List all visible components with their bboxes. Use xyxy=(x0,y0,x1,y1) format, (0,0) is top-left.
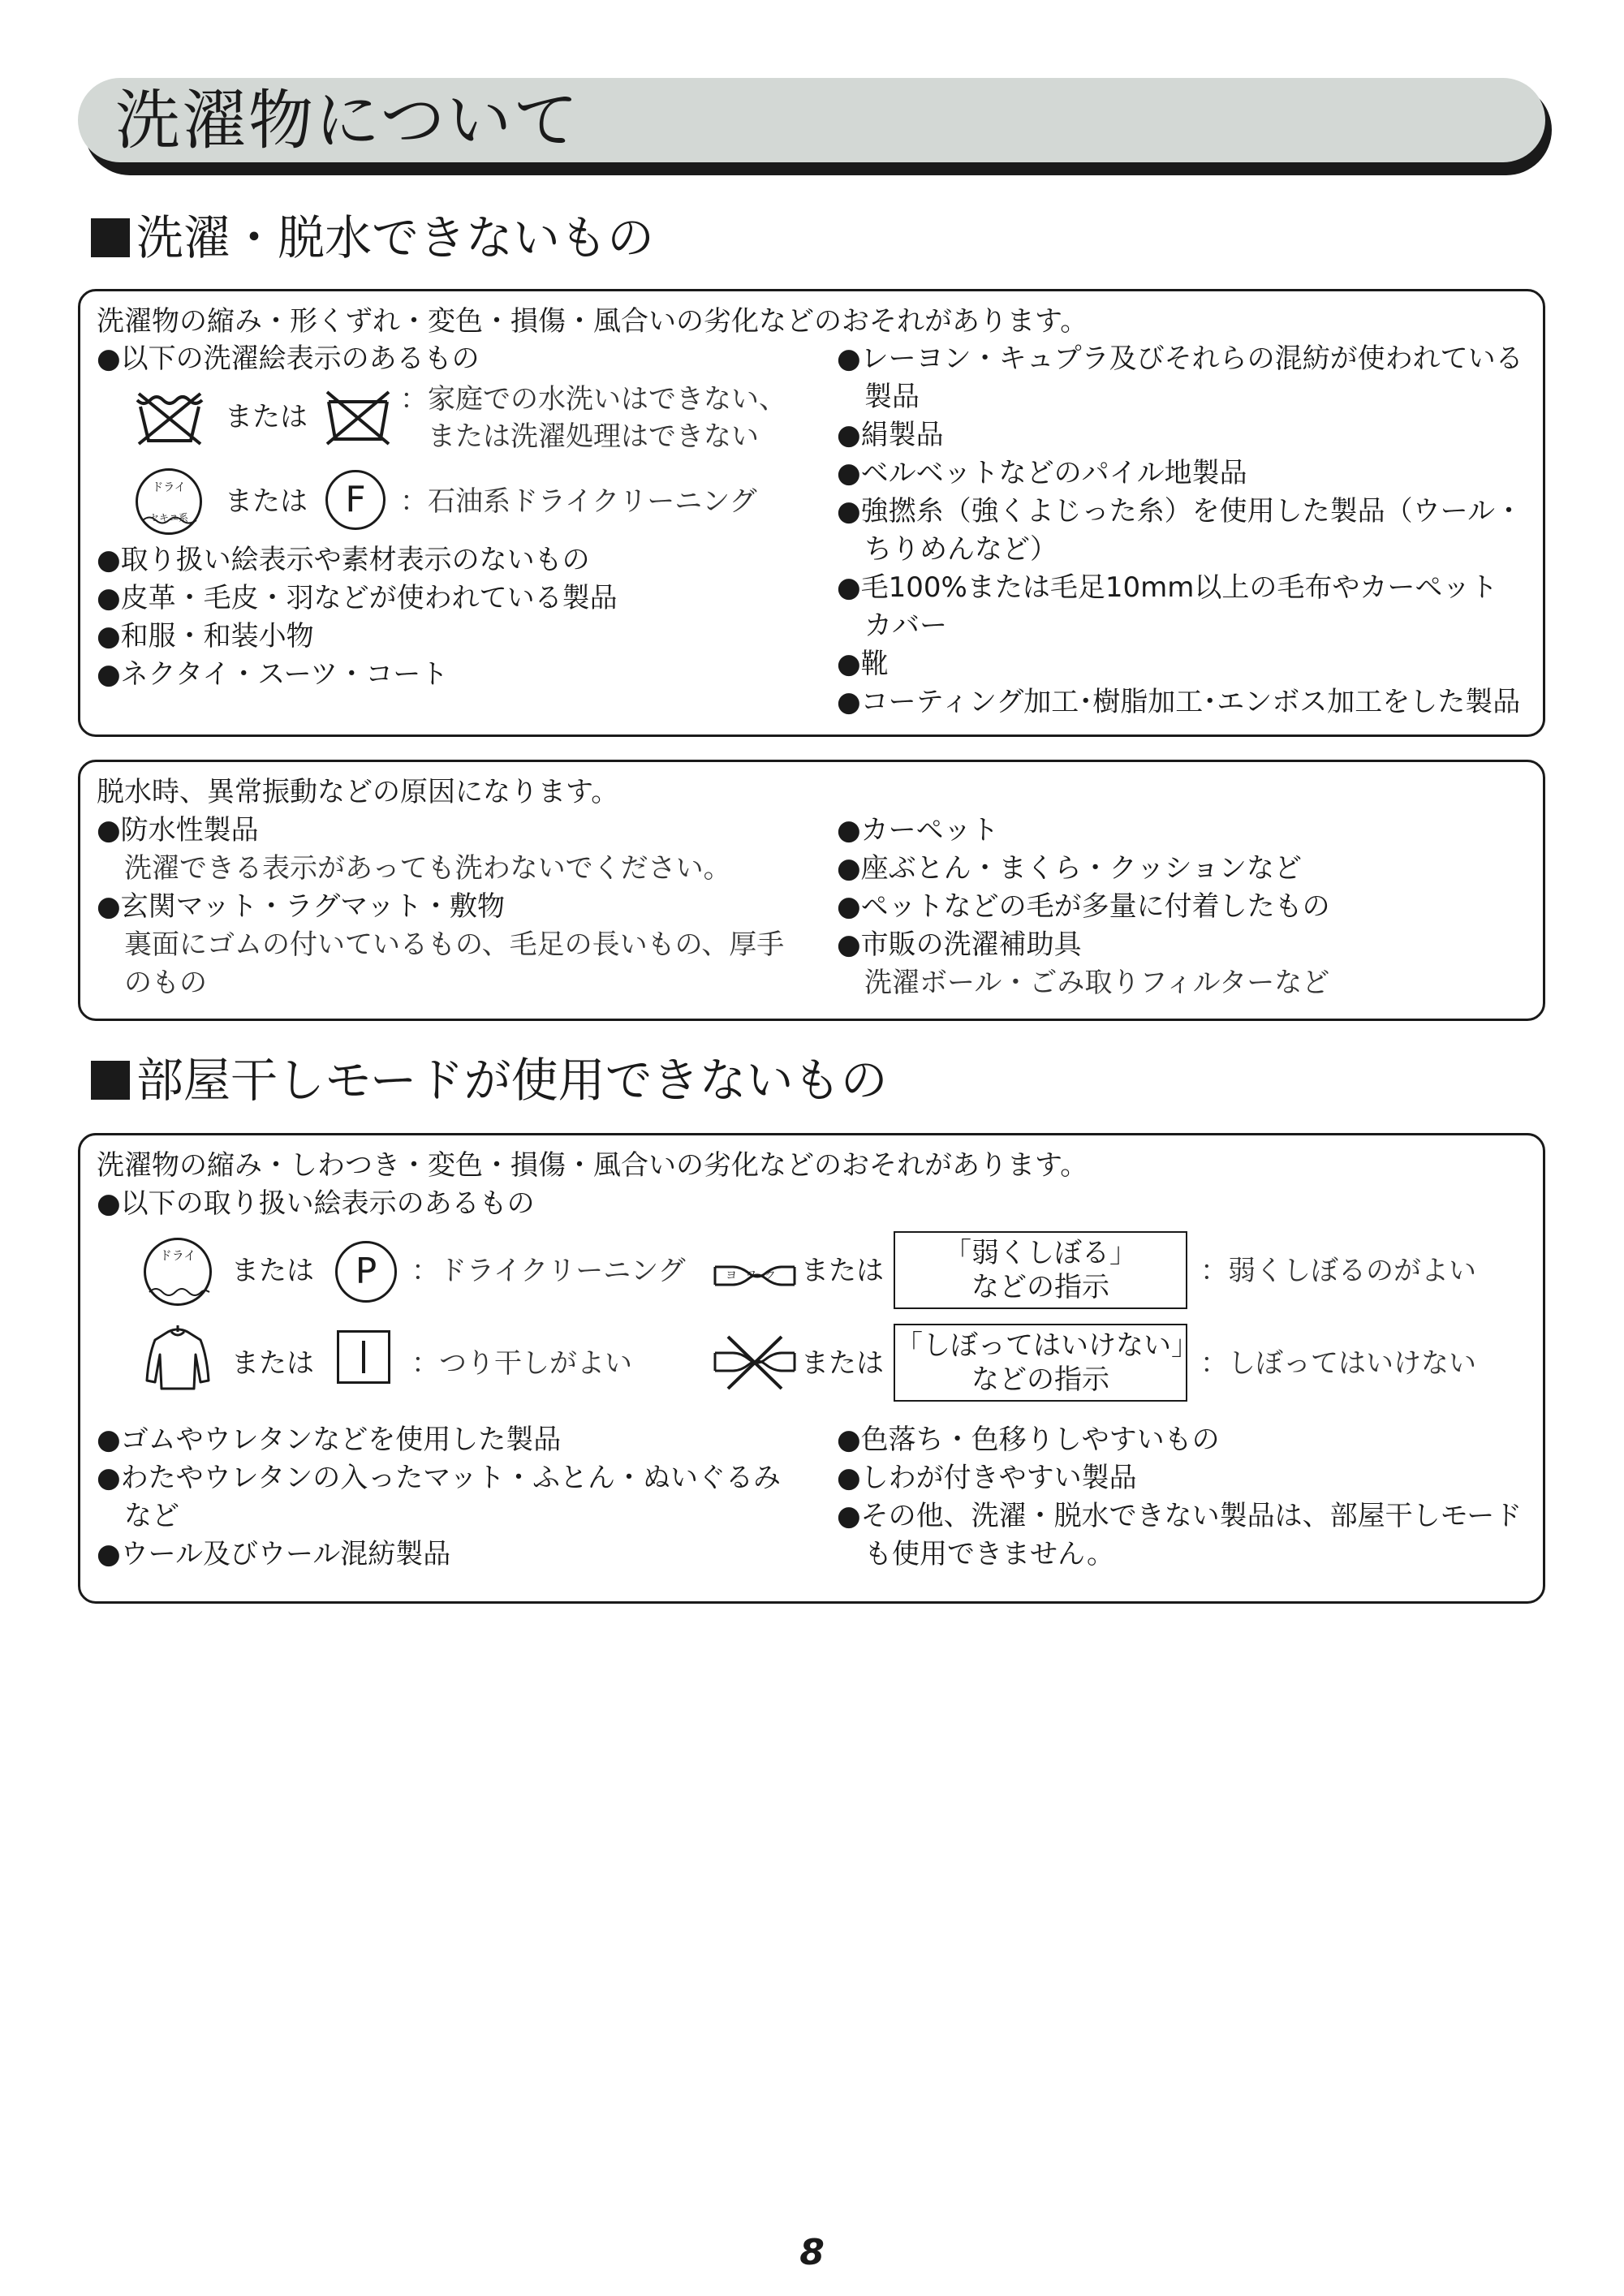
no-wring-instruction-box xyxy=(894,1324,1199,1402)
list-item: ●玄関マット・ラグマット・敷物 xyxy=(97,890,505,923)
box-cannot-spin xyxy=(78,760,1545,1021)
sekiyu-label: セキユ系 xyxy=(149,512,188,523)
or-label: または xyxy=(225,485,308,518)
no-wring-desc: ：しぼってはいけない xyxy=(1200,1347,1476,1380)
list-item: ●防水性製品 xyxy=(97,814,259,846)
list-item: カバー xyxy=(837,610,947,642)
dry-sekiyu-icon xyxy=(136,468,202,535)
section2-heading xyxy=(91,1052,888,1109)
page-title: 洗濯物について xyxy=(115,83,580,158)
list-item: ちりめんなど） xyxy=(837,533,1058,566)
box-line: などの指示 xyxy=(971,1363,1109,1396)
list-item: ●コーティング加工･樹脂加工･エンボス加工をした製品 xyxy=(837,686,1521,718)
wring-gently-desc: ：弱くしぼるのがよい xyxy=(1200,1255,1476,1287)
list-item: ●レーヨン・キュプラ及びそれらの混紡が使われている xyxy=(837,342,1523,375)
list-item: ●座ぶとん・まくら・クッションなど xyxy=(837,852,1302,885)
line-dry-bar xyxy=(362,1341,365,1373)
section1-heading xyxy=(91,209,654,266)
no-wash-desc-2: または洗濯処理はできない xyxy=(400,420,759,453)
dry-label: ドライ xyxy=(159,1248,196,1263)
list-item: 裏面にゴムの付いているもの、毛足の長いもの、厚手 xyxy=(97,928,785,961)
list-item: ●和服・和装小物 xyxy=(97,620,314,653)
box2-intro: 脱水時、異常振動などの原因になります。 xyxy=(97,776,619,808)
dry-cleaning-desc: ：ドライクリーニング xyxy=(411,1255,686,1287)
p-circle-icon xyxy=(335,1241,397,1303)
section2-heading-text: 部屋干しモードが使用できないもの xyxy=(136,1053,888,1108)
wring-gently-icon xyxy=(710,1249,799,1298)
wring-instruction-box xyxy=(894,1231,1187,1309)
list-item: も使用できません。 xyxy=(837,1538,1115,1570)
no-wash-tub-icon xyxy=(321,386,395,449)
or-label: または xyxy=(231,1347,314,1380)
or-label: または xyxy=(801,1347,884,1380)
or-label: または xyxy=(231,1255,314,1287)
list-item: など xyxy=(97,1500,179,1532)
p-letter: P xyxy=(355,1251,377,1292)
square-bullet-icon xyxy=(91,218,130,257)
list-item: ●カーペット xyxy=(837,814,999,846)
box3-first-bullet: ●以下の取り扱い絵表示のあるもの xyxy=(97,1187,535,1220)
list-item: ●ゴムやウレタンなどを使用した製品 xyxy=(97,1424,562,1456)
list-item: ●皮革・毛皮・羽などが使われている製品 xyxy=(97,582,618,614)
box-line: 「弱くしぼる」 xyxy=(944,1237,1137,1269)
dry-wave xyxy=(146,1269,209,1305)
box1-first-bullet: ●以下の洗濯絵表示のあるもの xyxy=(97,342,480,375)
hang-dry-shirt-icon xyxy=(144,1324,212,1394)
box1-intro: 洗濯物の縮み・形くずれ・変色・損傷・風合いの劣化などのおそれがあります。 xyxy=(97,305,1088,338)
line-dry-desc: ：つり干しがよい xyxy=(411,1347,632,1380)
title-banner xyxy=(78,78,1545,162)
box3-intro: 洗濯物の縮み・しわつき・変色・損傷・風合いの劣化などのおそれがあります。 xyxy=(97,1149,1088,1182)
list-item: ●ペットなどの毛が多量に付着したもの xyxy=(837,890,1330,923)
list-item: ●強撚糸（強くよじった糸）を使用した製品（ウール・ xyxy=(837,495,1523,528)
list-item: 洗濯ボール・ごみ取りフィルターなど xyxy=(837,967,1330,999)
list-item: ●取り扱い絵表示や素材表示のないもの xyxy=(97,544,590,576)
list-item: ●その他、洗濯・脱水できない製品は、部屋干しモード xyxy=(837,1500,1523,1532)
list-item: ●靴 xyxy=(837,648,889,680)
square-bullet-icon xyxy=(91,1061,130,1100)
list-item: ●ネクタイ・スーツ・コート xyxy=(97,658,449,691)
list-item: ●ウール及びウール混紡製品 xyxy=(97,1538,451,1570)
list-item: ●色落ち・色移りしやすいもの xyxy=(837,1424,1220,1456)
list-item: ●市販の洗濯補助具 xyxy=(837,928,1082,961)
petroleum-dry-desc: ：石油系ドライクリーニング xyxy=(400,485,757,518)
list-item: ●絹製品 xyxy=(837,419,944,451)
box-line: などの指示 xyxy=(971,1271,1109,1303)
dry-wave xyxy=(138,497,200,506)
page-number: 8 xyxy=(799,2232,825,2273)
no-wash-icon xyxy=(132,387,207,447)
line-dry-icon xyxy=(337,1330,390,1384)
section1-heading-text: 洗濯・脱水できないもの xyxy=(136,210,655,265)
list-item: ●わたやウレタンの入ったマット・ふとん・ぬいぐるみ xyxy=(97,1462,781,1494)
or-label: または xyxy=(801,1255,884,1287)
f-letter: F xyxy=(345,479,366,520)
no-wring-icon xyxy=(710,1332,799,1394)
list-item: 洗濯できる表示があっても洗わないでください。 xyxy=(97,852,731,885)
f-circle-icon xyxy=(325,470,386,530)
list-item: ●しわが付きやすい製品 xyxy=(837,1462,1137,1494)
box-no-indoor-dry xyxy=(78,1133,1545,1604)
box-cannot-wash xyxy=(78,289,1545,737)
or-label: または xyxy=(225,401,308,433)
list-item: のもの xyxy=(97,967,207,999)
dry-icon xyxy=(144,1238,212,1306)
list-item: ●毛100%または毛足10mm以上の毛布やカーペット xyxy=(837,571,1498,604)
list-item: ●ベルベットなどのパイル地製品 xyxy=(837,457,1247,489)
no-wash-desc-1: ：家庭での水洗いはできない、 xyxy=(400,383,786,416)
dry-label: ドライ xyxy=(152,481,186,494)
box-line: 「しぼってはいけない」 xyxy=(895,1329,1199,1362)
wring-label: ヨワク xyxy=(726,1269,784,1282)
list-item: 製品 xyxy=(837,381,920,413)
